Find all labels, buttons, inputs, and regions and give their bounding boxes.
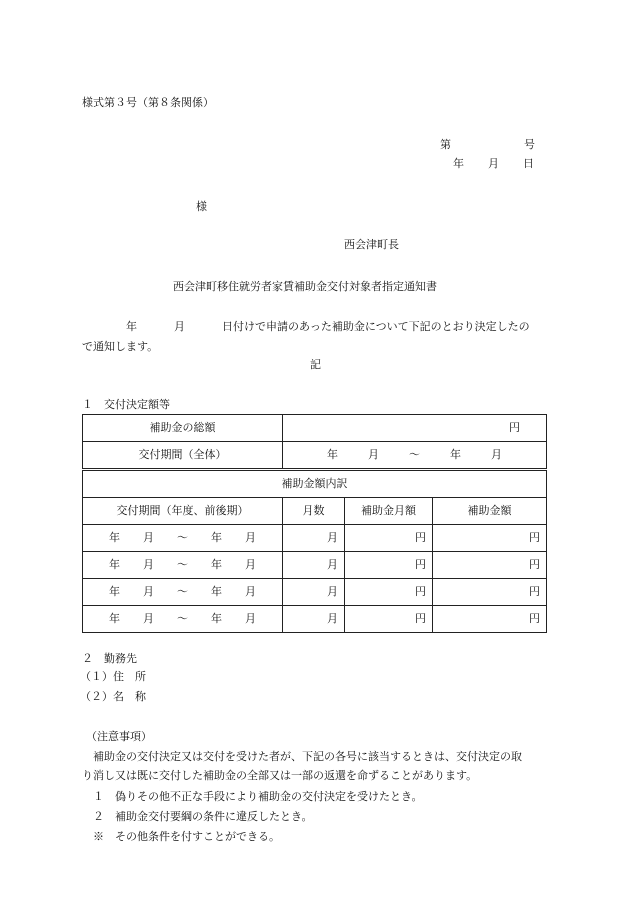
row-start-year: 年 [109,531,120,544]
row-period [83,579,283,606]
row-start-year: 年 [109,585,120,598]
notes-title: （注意事項） [86,730,152,743]
header-amount: 補助金額 [433,498,547,525]
row-amount: 円 [433,552,547,579]
row-tilde: ～ [177,558,188,571]
company-name-label: （２）名 称 [80,690,146,703]
row-period [83,525,283,552]
row-start-year: 年 [109,612,120,625]
number-prefix: 第 [440,138,451,151]
grant-table [82,414,547,633]
ki-heading: 記 [310,358,321,371]
address-label: （１）住 所 [80,670,146,683]
row-start-month: 月 [143,531,154,544]
period-end-month: 月 [491,448,503,461]
row-end-month: 月 [245,558,256,571]
breakdown-title-row [83,470,547,498]
row-amount: 円 [433,606,547,633]
row-end-year: 年 [211,612,222,625]
row-start-month: 月 [143,558,154,571]
row-tilde: ～ [177,531,188,544]
row-monthly-amount: 円 [345,579,433,606]
header-period: 交付期間（年度、前後期） [83,498,283,525]
form-label: 様式第３号（第８条関係） [82,96,214,109]
intro-line2: で通知します。 [82,340,159,353]
notes-paragraph-line1: 補助金の交付決定又は交付を受けた者が、下記の各号に該当するときは、交付決定の取 [93,750,522,763]
number-suffix: 号 [524,138,535,151]
row-month-count: 月 [283,606,345,633]
row-start-month: 月 [143,612,154,625]
intro-month: 月 [174,320,185,333]
breakdown-title: 補助金額内訳 [83,470,547,498]
row-tilde: ～ [177,585,188,598]
date-day: 日 [523,157,534,170]
row-end-month: 月 [245,531,256,544]
row-month-count: 月 [283,525,345,552]
table-row [83,552,547,579]
row-monthly-amount: 円 [345,606,433,633]
period-row [83,442,547,470]
row-end-month: 月 [245,585,256,598]
header-months: 月数 [283,498,345,525]
table-row [83,525,547,552]
intro-line1: 日付けで申請のあった補助金について下記のとおり決定したの [222,320,530,333]
row-period [83,606,283,633]
row-start-month: 月 [143,585,154,598]
document-title: 西会津町移住就労者家賃補助金交付対象者指定通知書 [173,280,437,293]
issuer: 西会津町長 [344,238,399,251]
row-monthly-amount: 円 [345,552,433,579]
row-end-year: 年 [211,558,222,571]
total-amount-cell [283,415,547,442]
row-end-year: 年 [211,585,222,598]
period-label: 交付期間（全体） [83,442,283,470]
row-monthly-amount: 円 [345,525,433,552]
row-start-year: 年 [109,558,120,571]
total-yen: 円 [509,421,521,434]
intro-year: 年 [126,320,137,333]
notes-paragraph-line2: り消し又は既に交付した補助金の全部又は一部の返還を命ずることがあります。 [82,769,478,782]
row-month-count: 月 [283,552,345,579]
period-tilde: ～ [409,448,421,461]
row-period [83,552,283,579]
total-label: 補助金の総額 [83,415,283,442]
section1-title: １ 交付決定額等 [82,398,170,411]
row-month-count: 月 [283,579,345,606]
addressee-suffix: 様 [196,200,207,213]
row-end-month: 月 [245,612,256,625]
date-month: 月 [488,157,499,170]
total-row [83,415,547,442]
row-amount: 円 [433,525,547,552]
date-year: 年 [453,157,464,170]
notes-item-2: ２ 補助金交付要綱の条件に違反したとき。 [93,810,313,823]
section2-title: ２ 勤務先 [82,652,137,665]
notes-item-1: １ 偽りその他不正な手段により補助金の交付決定を受けたとき。 [93,790,423,803]
table-row [83,579,547,606]
row-end-year: 年 [211,531,222,544]
row-amount: 円 [433,579,547,606]
row-tilde: ～ [177,612,188,625]
period-start-year: 年 [327,448,339,461]
table-row [83,606,547,633]
notes-item-3: ※ その他条件を付すことができる。 [93,830,280,843]
period-value-cell [283,442,547,470]
period-end-year: 年 [450,448,462,461]
header-monthly: 補助金月額 [345,498,433,525]
period-start-month: 月 [368,448,380,461]
header-row [83,498,547,525]
